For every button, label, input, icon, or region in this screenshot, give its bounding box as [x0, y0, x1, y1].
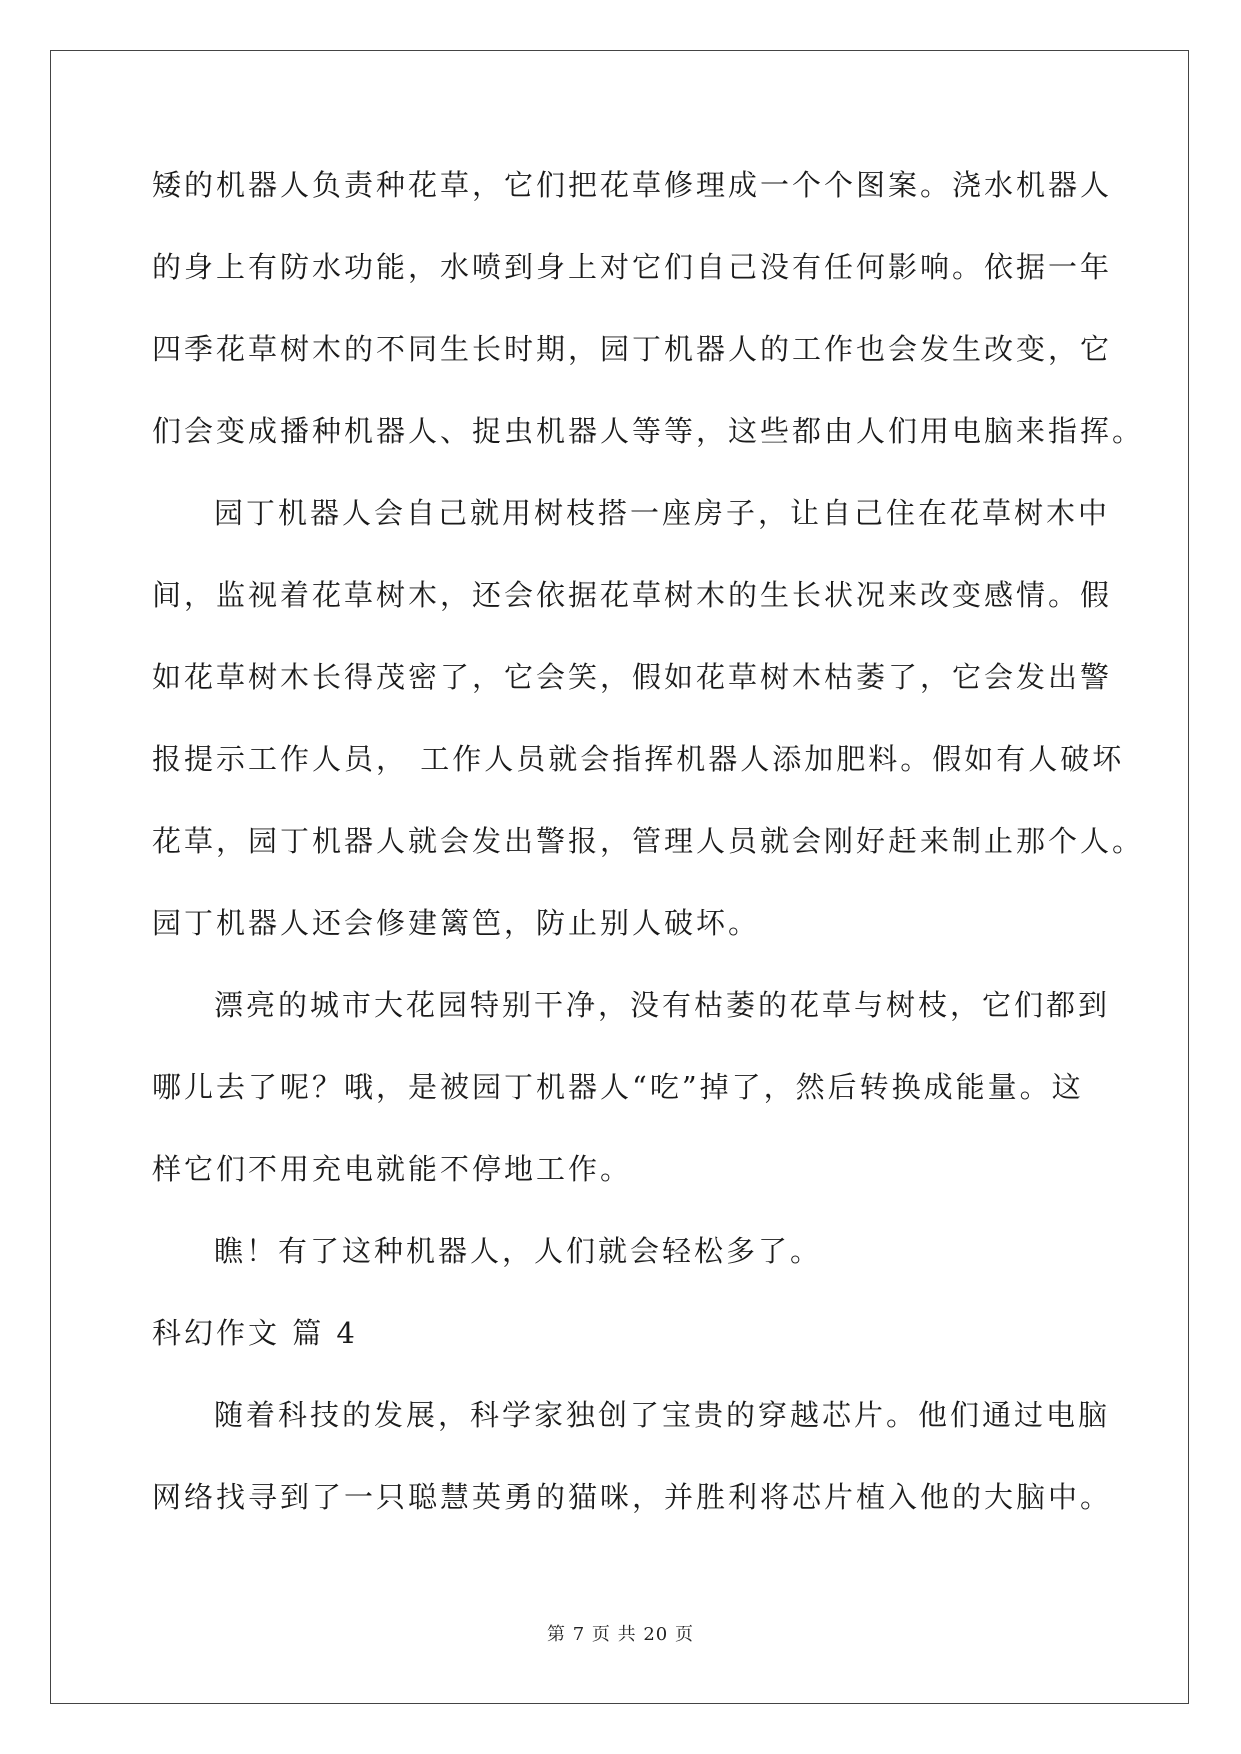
text-line: 报提示工作人员， 工作人员就会指挥机器人添加肥料。假如有人破坏: [152, 742, 1125, 776]
document-body: [152, 160, 1145, 1554]
text-line: 网络找寻到了一只聪慧英勇的猫咪，并胜利将芯片植入他的大脑中。: [152, 1480, 1113, 1514]
text-line: 的身上有防水功能，水喷到身上对它们自己没有任何影响。依据一年: [152, 250, 1113, 284]
section-heading: 科幻作文 篇 4: [152, 1316, 358, 1350]
text-line: 四季花草树木的不同生长时期，园丁机器人的工作也会发生改变，它: [152, 332, 1113, 366]
text-line: 矮的机器人负责种花草，它们把花草修理成一个个图案。浇水机器人: [152, 168, 1113, 202]
paragraph-start-line: 随着科技的发展，科学家独创了宝贵的穿越芯片。他们通过电脑: [214, 1398, 1111, 1432]
text-line: 花草，园丁机器人就会发出警报，管理人员就会刚好赶来制止那个人。: [152, 824, 1145, 858]
text-line: 哪儿去了呢？哦，是被园丁机器人“吃”掉了，然后转换成能量。这: [152, 1070, 1084, 1104]
page-number-footer: 第 7 页 共 20 页: [547, 1624, 694, 1645]
text-line: 如花草树木长得茂密了，它会笑，假如花草树木枯萎了，它会发出警: [152, 660, 1113, 694]
paragraph-start-line: 瞧！有了这种机器人，人们就会轻松多了。: [214, 1234, 823, 1268]
text-line: 园丁机器人还会修建篱笆，防止别人破坏。: [152, 906, 761, 940]
paragraph-start-line: 漂亮的城市大花园特别干净，没有枯萎的花草与树枝，它们都到: [214, 988, 1111, 1022]
text-line: 间，监视着花草树木，还会依据花草树木的生长状况来改变感情。假: [152, 578, 1113, 612]
text-line: 样它们不用充电就能不停地工作。: [152, 1152, 633, 1186]
paragraph-start-line: 园丁机器人会自己就用树枝搭一座房子，让自己住在花草树木中: [214, 496, 1111, 530]
text-line: 们会变成播种机器人、捉虫机器人等等，这些都由人们用电脑来指挥。: [152, 414, 1145, 448]
